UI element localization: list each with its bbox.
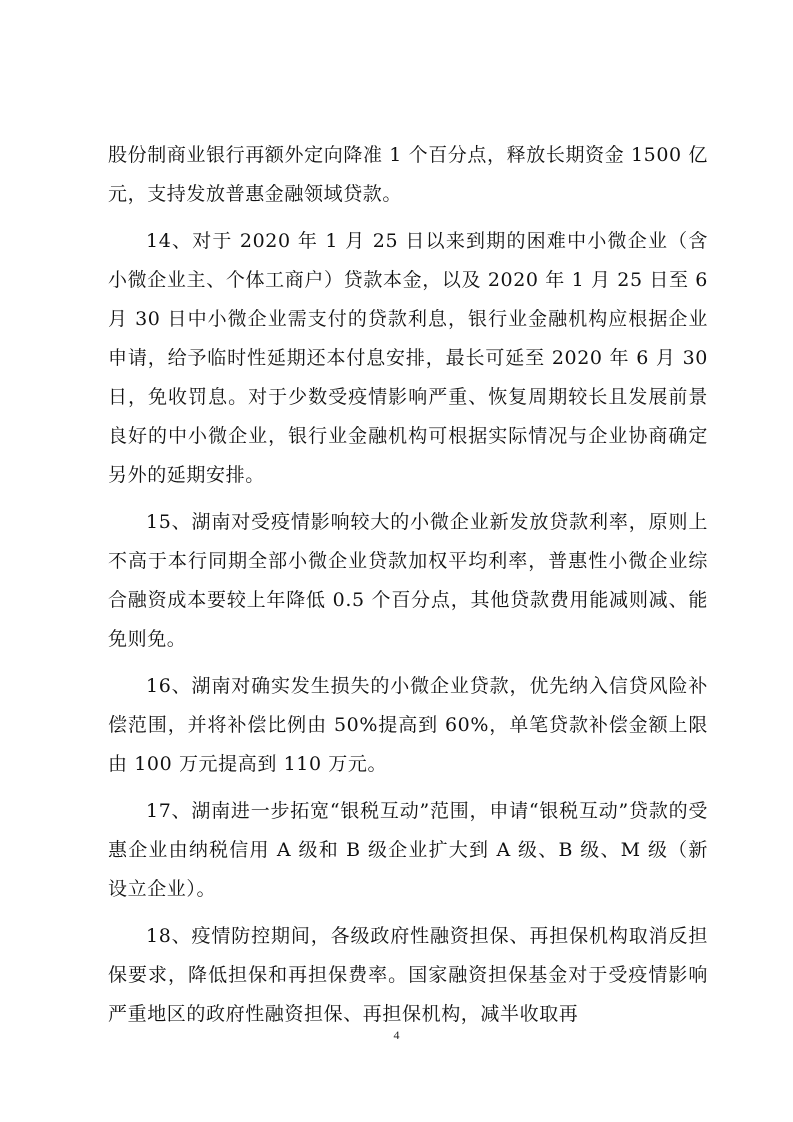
paragraph-item-18: 18、疫情防控期间，各级政府性融资担保、再担保机构取消反担保要求，降低担保和再担保费率。国家融资担保基金对于受疫情影响严重地区的政府性融资担保、再担保机构，减半收取再: [108, 925, 708, 1025]
page-body: [108, 136, 708, 1034]
paragraph-item-16: 16、湖南对确实发生损失的小微企业贷款，优先纳入信贷风险补偿范围，并将补偿比例由 50%提高到 60%，单笔贷款补偿金额上限由 100 万元提高到 110 万元。: [108, 675, 708, 775]
page-number: 4: [393, 1028, 400, 1042]
paragraph-continued: 股份制商业银行再额外定向降准 1 个百分点，释放长期资金 1500 亿元，支持发放普惠金融领域贷款。: [108, 144, 708, 205]
paragraph-item-14: 14、对于 2020 年 1 月 25 日以来到期的困难中小微企业（含小微企业主、个体工商户）贷款本金，以及 2020 年 1 月 25 日至 6 月 30 日中小微企业需支付的贷款利息，银行业金融机构应根据企业申请，给予临时性延期还本付息安排，最长可延至 2020 年 6 月 30 日，免收罚息。对于少数受疫情影响严重、恢复周期较长且发展前景良好的中小微企业，银行业金融机构可根据实际情况与企业协商确定另外的延期安排。: [108, 230, 708, 486]
paragraph-item-17: 17、湖南进一步拓宽“银税互动”范围，申请“银税互动”贷款的受惠企业由纳税信用 A 级和 B 级企业扩大到 A 级、B 级、M 级（新设立企业）。: [108, 800, 708, 900]
paragraph-item-15: 15、湖南对受疫情影响较大的小微企业新发放贷款利率，原则上不高于本行同期全部小微企业贷款加权平均利率，普惠性小微企业综合融资成本要较上年降低 0.5 个百分点，其他贷款费用能减则减、能免则免。: [108, 511, 708, 650]
